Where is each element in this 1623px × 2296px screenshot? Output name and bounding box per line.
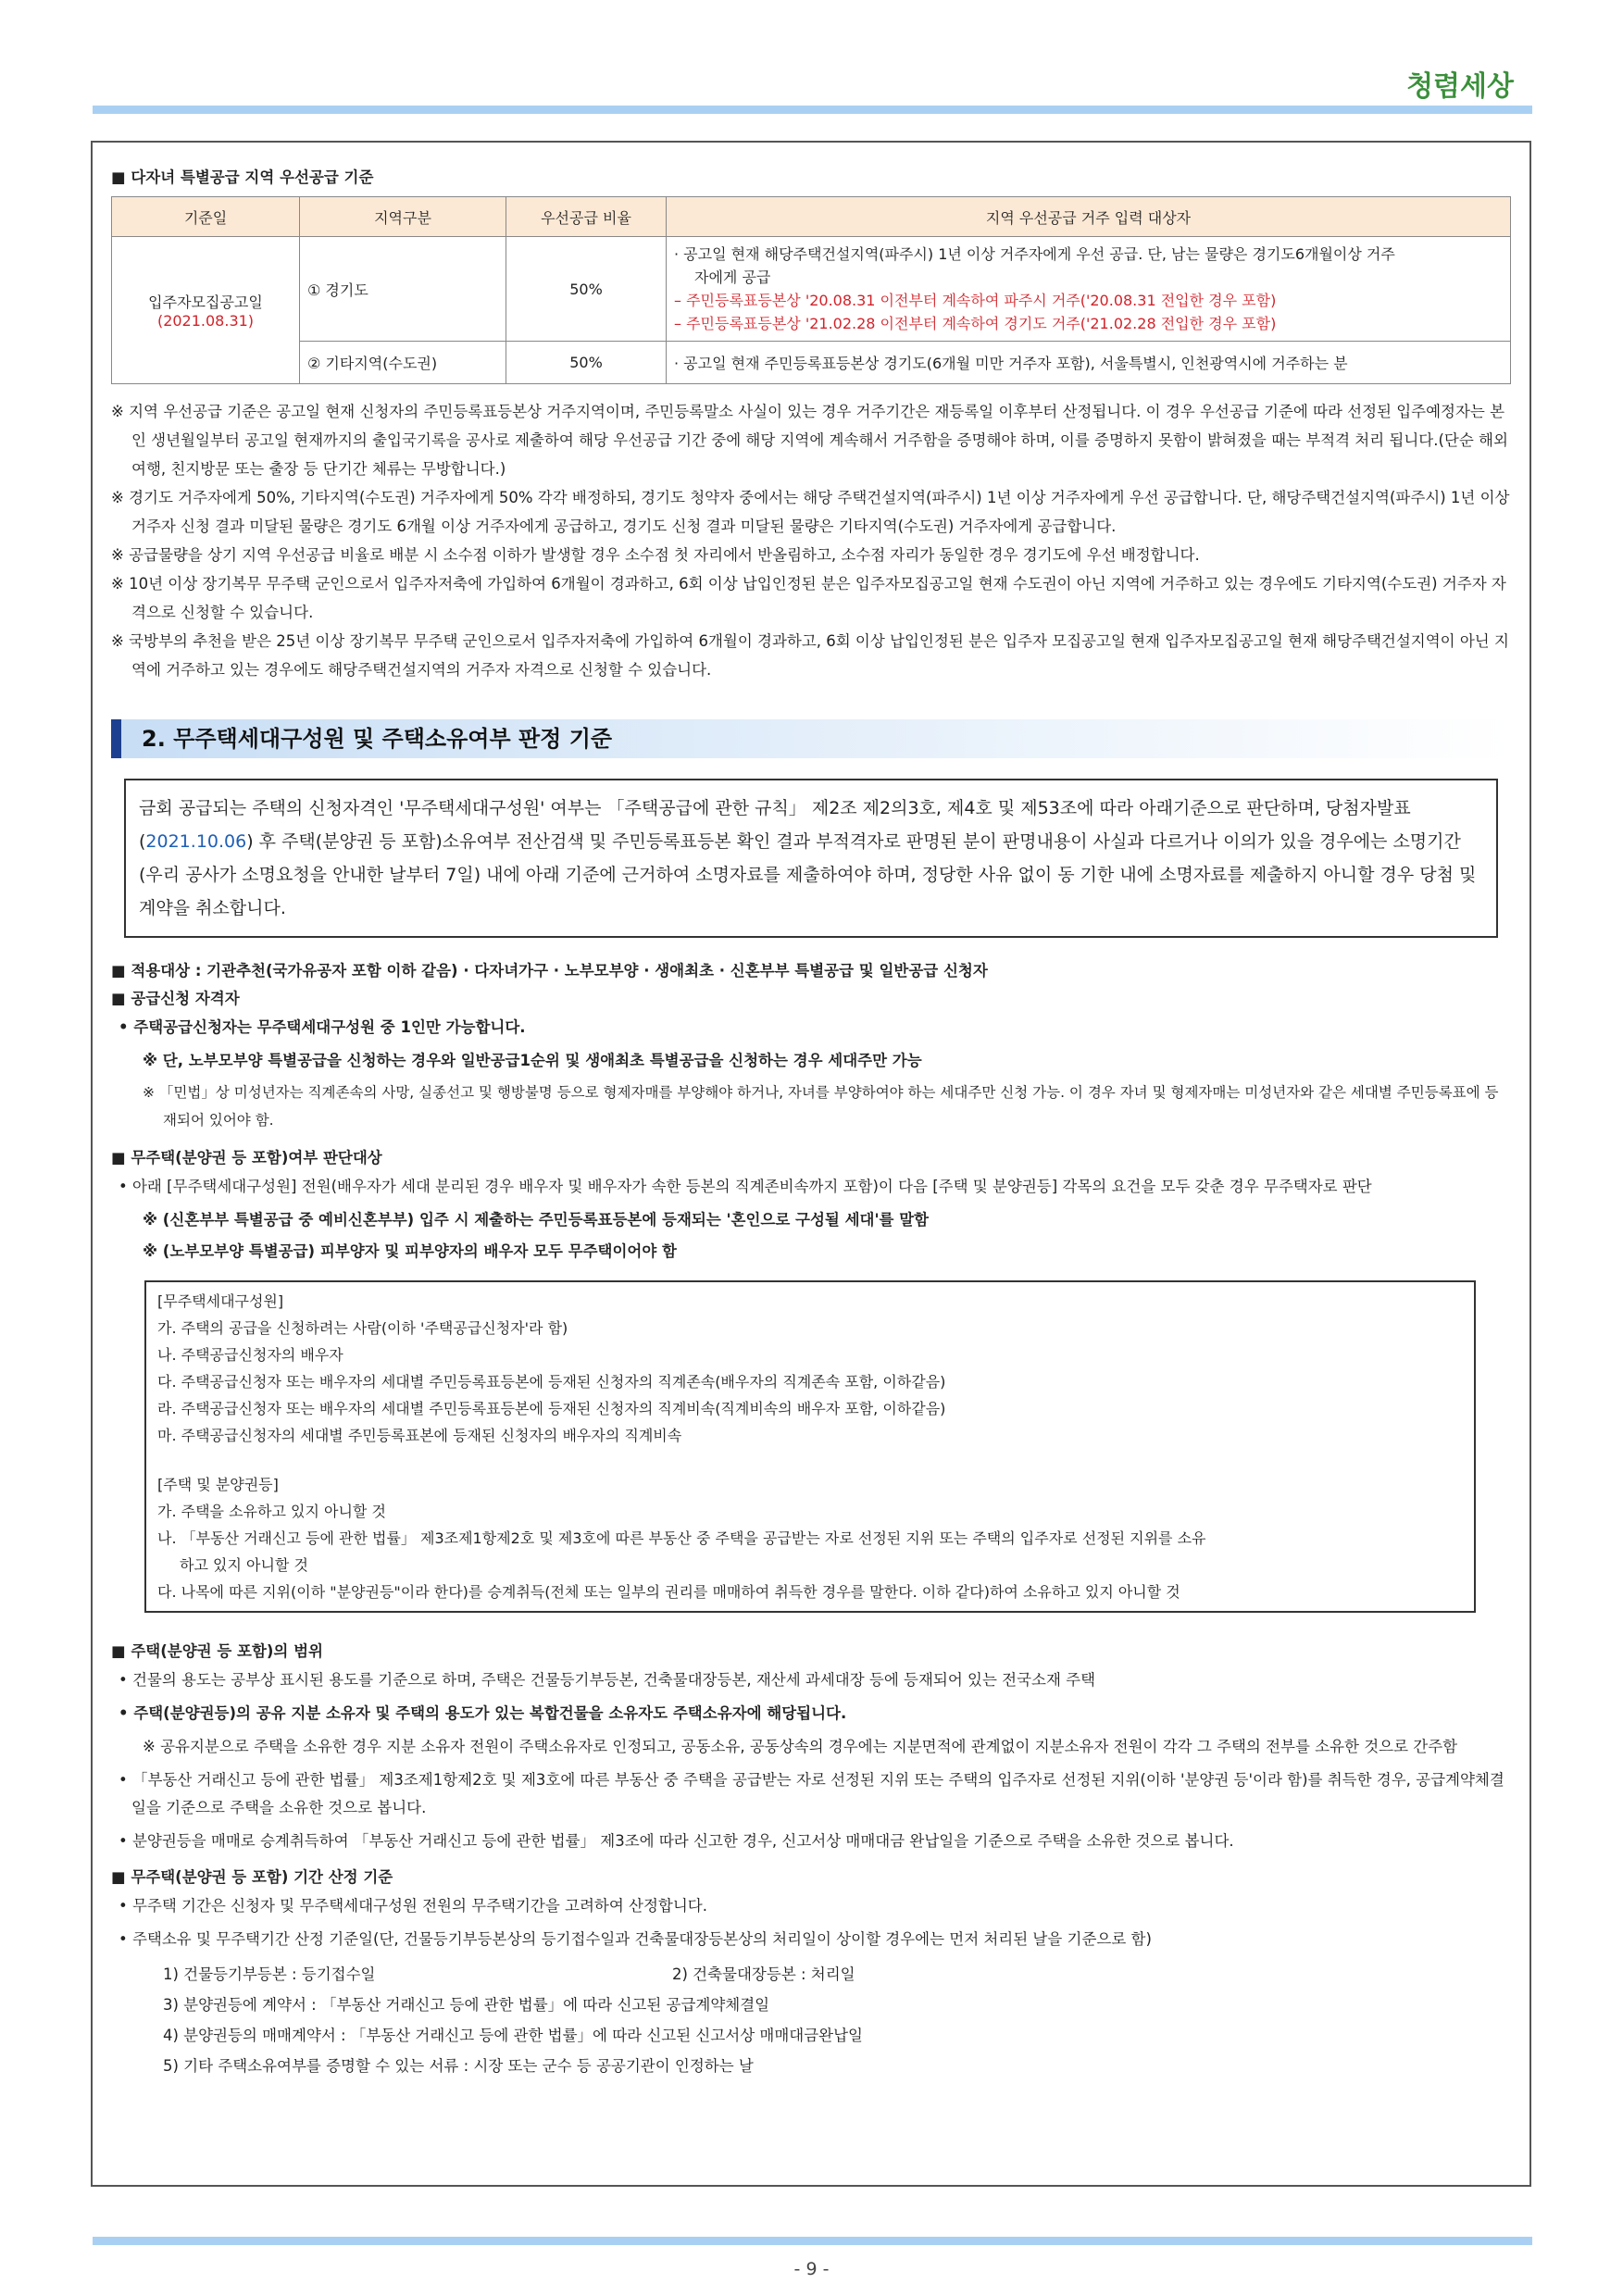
announcement-date: 2021.10.06 — [145, 831, 247, 852]
page-content — [111, 165, 1511, 2081]
sub-note: ※ (노부모부양 특별공급) 피부양자 및 피부양자의 배우자 모두 무주택이어야 함 — [111, 1238, 1511, 1266]
sub-note: ※ 「민법」상 미성년자는 직계존속의 사망, 실종선고 및 행방불명 등으로 형제자매를 부양해야 하거나, 자녀를 부양하여야 하는 세대주만 신청 가능. 이 경우 자녀 및 형제자매는 미성년자와 같은 세대별 주민등록표에 등재되어 있어야 함. — [111, 1079, 1511, 1134]
target-other: · 공고일 현재 주민등록표등본상 경기도(6개월 미만 거주자 포함), 서울특별시, 인천광역시에 거주하는 분 — [667, 342, 1511, 384]
intro-text: 금회 공급되는 주택의 신청자격인 '무주택세대구성원' 여부는 「주택공급에 관한 규칙」 제2조 제2의3호, 제4호 및 제53조에 따라 아래기준으로 판단하며, 당첨자발표( — [139, 798, 1411, 852]
box-line: 가. 주택의 공급을 신청하려는 사람(이하 '주택공급신청자'라 함) — [157, 1319, 568, 1337]
box-line: 다. 나목에 따른 지위(이하 "분양권등"이라 한다)를 승계취득(전체 또는 일부의 권리를 매매하여 취득한 경우를 말한다. 이하 같다)하여 소유하고 있지 아니할 것 — [157, 1583, 1180, 1601]
list-item: • 주택(분양권등)의 공유 지분 소유자 및 주택의 용도가 있는 복합건물을 소유자도 주택소유자에 해당됩니다. — [111, 1700, 1511, 1728]
note: ※ 공급물량을 상기 지역 우선공급 비율로 배분 시 소수점 이하가 발생할 경우 소수점 첫 자리에서 반올림하고, 소수점 자리가 동일한 경우 경기도에 우선 배정합니다. — [111, 541, 1511, 569]
qualification-heading: ■ 공급신청 자격자 — [111, 986, 1511, 1008]
region-gyeonggi: ① 경기도 — [300, 237, 506, 342]
list-item: • 주택공급신청자는 무주택세대구성원 중 1인만 가능합니다. — [111, 1014, 1511, 1042]
ratio-gyeonggi: 50% — [506, 237, 667, 342]
target-line: 자에게 공급 — [694, 268, 771, 286]
judgement-heading: ■ 무주택(분양권 등 포함)여부 판단대상 — [111, 1145, 1511, 1167]
intro-text: ) 후 주택(분양권 등 포함)소유여부 전산검색 및 주민등록표등본 확인 결과 부적격자로 판명된 분이 판명내용이 사실과 다르거나 이의가 있을 경우에는 소명기간(우리 공사가 소명요청을 안내한 날부터 7일) 내에 아래 기준에 근거하여 소명자료를 제출하여야 하며, 정당한 사유 없이 동 기한 내에 소명자료를 제출하지 아니할 경우 당첨 및 계약을 취소합니다. — [139, 831, 1477, 918]
scope-heading: ■ 주택(분양권 등 포함)의 범위 — [111, 1639, 1511, 1661]
box-line: 나. 주택공급신청자의 배우자 — [157, 1346, 343, 1364]
box-line: 다. 주택공급신청자 또는 배우자의 세대별 주민등록표등본에 등재된 신청자의 직계존속(배우자의 직계존속 포함, 이하같음) — [157, 1373, 946, 1391]
list-item: • 분양권등을 매매로 승계취득하여 「부동산 거래신고 등에 관한 법률」 제3조에 따라 신고한 경우, 신고서상 매매대금 완납일을 기준으로 주택을 소유한 것으로 봅니다. — [111, 1828, 1511, 1855]
criterion-row — [111, 1959, 1511, 1990]
base-date-value: (2021.08.31) — [156, 312, 255, 330]
box-title: [주택 및 분양권등] — [157, 1476, 279, 1493]
box-line: 가. 주택을 소유하고 있지 아니할 것 — [157, 1503, 386, 1520]
target-line: ■ 적용대상 : 기관추천(국가유공자 포함 이하 같음) · 다자녀가구 · 노부모부양 · 생애최초 · 신혼부부 특별공급 및 일반공급 신청자 — [111, 958, 1511, 980]
box-line: 마. 주택공급신청자의 세대별 주민등록표본에 등재된 신청자의 배우자의 직계비속 — [157, 1427, 682, 1444]
criterion: 1) 건물등기부등본 : 등기접수일 — [163, 1965, 376, 1983]
box-line: 하고 있지 아니할 것 — [180, 1556, 308, 1574]
col-header-region: 지역구분 — [300, 197, 506, 237]
target-line: – 주민등록표등본상 '21.02.28 이전부터 계속하여 경기도 거주('21.02.28 전입한 경우 포함) — [674, 315, 1277, 332]
page-number: - 9 - — [793, 2259, 830, 2279]
section-title: 2. 무주택세대구성원 및 주택소유여부 판정 기준 — [111, 719, 1511, 758]
sub-note: ※ 단, 노부모부양 특별공급을 신청하는 경우와 일반공급1순위 및 생애최초 특별공급을 신청하는 경우 세대주만 가능 — [111, 1047, 1511, 1075]
regional-priority-table — [111, 196, 1511, 384]
criterion: 2) 건축물대장등본 : 처리일 — [672, 1965, 855, 1983]
criterion: 3) 분양권등에 계약서 : 「부동산 거래신고 등에 관한 법률」에 따라 신고된 공급계약체결일 — [163, 1996, 770, 2014]
sub-note: ※ (신혼부부 특별공급 중 예비신혼부부) 입주 시 제출하는 주민등록표등본에 등재되는 '혼인으로 구성될 세대'를 말함 — [111, 1206, 1511, 1234]
base-date-cell — [112, 237, 300, 384]
box-line: 라. 주택공급신청자 또는 배우자의 세대별 주민등록표등본에 등재된 신청자의 직계비속(직계비속의 배우자 포함, 이하같음) — [157, 1400, 946, 1417]
top-rule — [93, 106, 1532, 114]
criterion: 4) 분양권등의 매매계약서 : 「부동산 거래신고 등에 관한 법률」에 따라 신고된 신고서상 매매대금완납일 — [163, 2027, 863, 2044]
note: ※ 국방부의 추천을 받은 25년 이상 장기복무 무주택 군인으로서 입주자저축에 가입하여 6개월이 경과하고, 6회 이상 납입인정된 분은 입주자 모집공고일 현재 입주자모집공고일 현재 해당주택건설지역이 아닌 지역에 거주하고 있는 경우에도 해당주택건설지역의 거주자 자격으로 신청할 수 있습니다. — [111, 627, 1511, 684]
col-header-date: 기준일 — [112, 197, 300, 237]
brand-logo: 청렴세상 — [1406, 70, 1514, 103]
definition-box — [144, 1280, 1476, 1613]
target-line: · 공고일 현재 해당주택건설지역(파주시) 1년 이상 거주자에게 우선 공급. 단, 남는 물량은 경기도6개월이상 거주 — [674, 245, 1395, 263]
criterion: 5) 기타 주택소유여부를 증명할 수 있는 서류 : 시장 또는 군수 등 공공기관이 인정하는 날 — [163, 2057, 754, 2075]
ratio-other: 50% — [506, 342, 667, 384]
box-title: [무주택세대구성원] — [157, 1292, 284, 1310]
note: ※ 지역 우선공급 기준은 공고일 현재 신청자의 주민등록표등본상 거주지역이며, 주민등록말소 사실이 있는 경우 거주기간은 재등록일 이후부터 산정됩니다. 이 경우 우선공급 기준에 따라 선정된 입주예정자는 본인 생년월일부터 공고일 현재까지의 출입국기록을 공사로 제출하여 해당 우선공급 기간 중에 해당 지역에 계속해서 거주함을 증명해야 하며, 이를 증명하지 못함이 밝혀졌을 때는 부적격 처리 됩니다.(단순 해외여행, 친지방문 또는 출장 등 단기간 체류는 무방합니다.) — [111, 397, 1511, 483]
base-date-label: 입주자모집공고일 — [148, 293, 263, 311]
period-heading: ■ 무주택(분양권 등 포함) 기간 산정 기준 — [111, 1865, 1511, 1887]
intro-box — [124, 779, 1498, 938]
col-header-ratio: 우선공급 비율 — [506, 197, 667, 237]
bottom-rule — [93, 2237, 1532, 2245]
note: ※ 10년 이상 장기복무 무주택 군인으로서 입주자저축에 가입하여 6개월이 경과하고, 6회 이상 납입인정된 분은 입주자모집공고일 현재 수도권이 아닌 지역에 거주하고 있는 경우에도 기타지역(수도권) 거주자 자격으로 신청할 수 있습니다. — [111, 569, 1511, 627]
note: ※ 경기도 거주자에게 50%, 기타지역(수도권) 거주자에게 50% 각각 배정하되, 경기도 청약자 중에서는 해당 주택건설지역(파주시) 1년 이상 거주자에게 우선 공급합니다. 단, 해당주택건설지역(파주시) 1년 이상 거주자 신청 결과 미달된 물량은 경기도 6개월 이상 거주자에게 공급하고, 경기도 신청 결과 미달된 물량은 기타지역(수도권) 거주자에게 공급합니다. — [111, 483, 1511, 541]
section-heading-regional: ■ 다자녀 특별공급 지역 우선공급 기준 — [111, 165, 1511, 187]
target-line: – 주민등록표등본상 '20.08.31 이전부터 계속하여 파주시 거주('20.08.31 전입한 경우 포함) — [674, 292, 1277, 309]
list-item: • 「부동산 거래신고 등에 관한 법률」 제3조제1항제2호 및 제3호에 따른 부동산 중 주택을 공급받는 자로 선정된 지위 또는 주택의 입주자로 선정된 지위(이하 '분양권 등'이라 함)를 취득한 경우, 공급계약체결일을 기준으로 주택을 소유한 것으로 봅니다. — [111, 1766, 1511, 1822]
region-other: ② 기타지역(수도권) — [300, 342, 506, 384]
list-item: • 건물의 용도는 공부상 표시된 용도를 기준으로 하며, 주택은 건물등기부등본, 건축물대장등본, 재산세 과세대장 등에 등재되어 있는 전국소재 주택 — [111, 1666, 1511, 1694]
target-gyeonggi — [667, 237, 1511, 342]
list-item: • 무주택 기간은 신청자 및 무주택세대구성원 전원의 무주택기간을 고려하여 산정합니다. — [111, 1892, 1511, 1920]
list-item: • 아래 [무주택세대구성원] 전원(배우자가 세대 분리된 경우 배우자 및 배우자가 속한 등본의 직계존비속까지 포함)이 다음 [주택 및 분양권등] 각목의 요건을 모두 갖춘 경우 무주택자로 판단 — [111, 1173, 1511, 1201]
sub-note: ※ 공유지분으로 주택을 소유한 경우 지분 소유자 전원이 주택소유자로 인정되고, 공동소유, 공동상속의 경우에는 지분면적에 관계없이 지분소유자 전원이 각각 그 주택의 전부를 소유한 것으로 간주함 — [111, 1733, 1511, 1761]
list-item: • 주택소유 및 무주택기간 산정 기준일(단, 건물등기부등본상의 등기접수일과 건축물대장등본상의 처리일이 상이할 경우에는 먼저 처리된 날을 기준으로 함) — [111, 1926, 1511, 1953]
box-line: 나. 「부동산 거래신고 등에 관한 법률」 제3조제1항제2호 및 제3호에 따른 부동산 중 주택을 공급받는 자로 선정된 지위 또는 주택의 입주자로 선정된 지위를 소유 — [157, 1529, 1206, 1547]
col-header-target: 지역 우선공급 거주 입력 대상자 — [667, 197, 1511, 237]
